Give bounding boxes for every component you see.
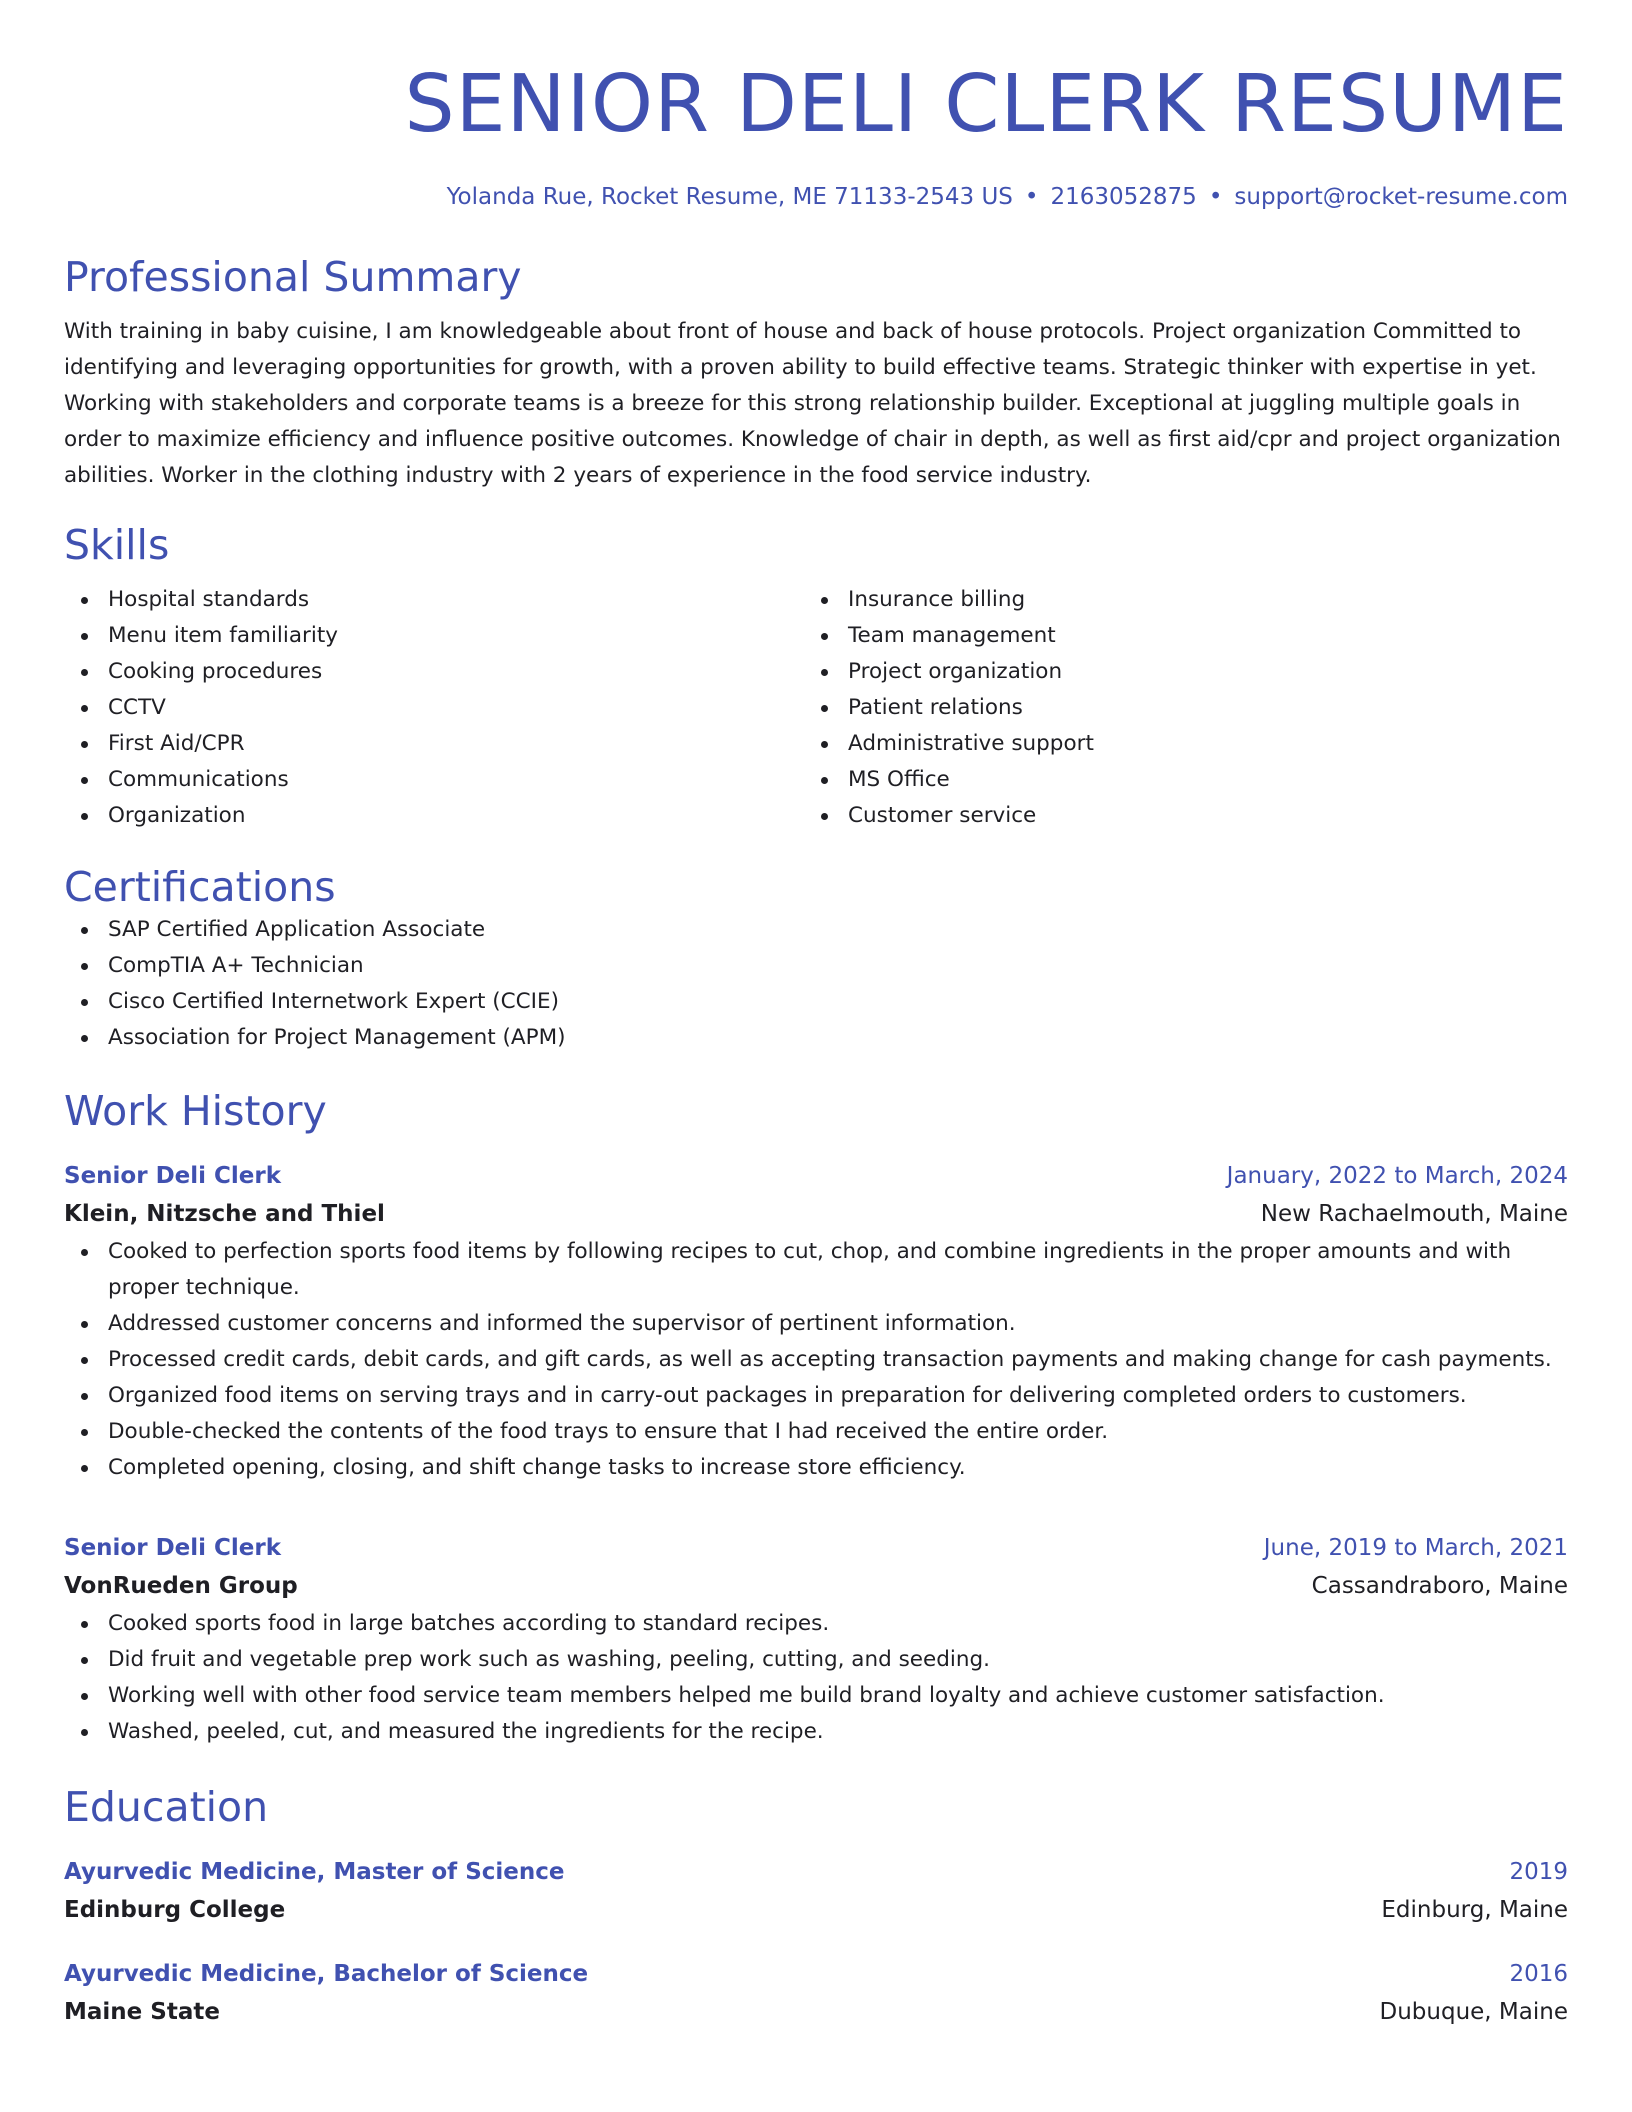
skill-item: MS Office [804,762,1544,798]
skills-heading: Skills [64,521,170,569]
certifications-list [64,912,1568,1056]
job-company-row [64,1566,1568,1606]
job-duty: Did fruit and vegetable prep work such as washing, peeling, cutting, and seeding. [64,1642,1568,1678]
skill-item: Team management [804,618,1544,654]
skills-column-right [804,582,1544,834]
skill-item: Menu item familiarity [64,618,804,654]
certification-item: Association for Project Management (APM) [64,1020,1568,1056]
job-duty: Organized food items on serving trays and in carry-out packages in preparation for delivering completed orders to customers. [64,1378,1568,1414]
job-duty: Cooked to perfection sports food items by following recipes to cut, chop, and combine ingredients in the proper amounts and with proper technique. [64,1234,1568,1306]
contact-line [64,180,1568,214]
education-entry [64,1956,1568,2032]
education-degree: Ayurvedic Medicine, Master of Science [64,1859,565,1885]
education-degree: Ayurvedic Medicine, Bachelor of Science [64,1961,589,1987]
job-duty: Working well with other food service team members helped me build brand loyalty and achieve customer satisfaction. [64,1678,1568,1714]
contact-address: Yolanda Rue, Rocket Resume, ME 71133-2543 US [446,184,1013,210]
education-heading: Education [64,1783,269,1831]
skills-list-right [804,582,1544,834]
contact-phone: 2163052875 [1050,184,1197,210]
certifications-heading: Certifications [64,863,336,911]
skill-item: CCTV [64,690,804,726]
education-location: Edinburg, Maine [1381,1897,1568,1923]
skill-item: Communications [64,762,804,798]
job-title-row [64,1530,1568,1566]
summary-text: With training in baby cuisine, I am knowledgeable about front of house and back of house protocols. Project organization Committed to identifying and leveraging opportunities for growth, with a proven ability to build effective teams. Strategic thinker with expertise in yet. Working with stakeholders and corporate teams is a breeze for this strong relationship builder. Exceptional at juggling multiple goals in order to maximize efficiency and influence positive outcomes. Knowledge of chair in depth, as well as first aid/cpr and project organization abilities. Worker in the clothing industry with 2 years of experience in the food service industry. [64,319,1561,488]
job-duty: Double-checked the contents of the food trays to ensure that I had received the entire order. [64,1414,1568,1450]
job-entry [64,1530,1568,1750]
education-degree-row [64,1956,1568,1992]
education-school: Maine State [64,1999,220,2025]
job-company-row [64,1194,1568,1234]
education-year: 2019 [1509,1859,1568,1885]
job-role: Senior Deli Clerk [64,1535,282,1561]
job-duty: Processed credit cards, debit cards, and gift cards, as well as accepting transaction payments and making change for cash payments. [64,1342,1568,1378]
job-duties-list [64,1234,1568,1486]
job-duty: Washed, peeled, cut, and measured the ingredients for the recipe. [64,1714,1568,1750]
skill-item: Organization [64,798,804,834]
job-role: Senior Deli Clerk [64,1163,282,1189]
job-location: New Rachaelmouth, Maine [1260,1201,1568,1227]
skill-item: Project organization [804,654,1544,690]
skills-column-left [64,582,804,834]
education-location: Dubuque, Maine [1379,1999,1568,2025]
job-duty: Completed opening, closing, and shift change tasks to increase store efficiency. [64,1450,1568,1486]
skill-item: Hospital standards [64,582,804,618]
skill-item: Cooking procedures [64,654,804,690]
education-school-row [64,1890,1568,1930]
skill-item: Insurance billing [804,582,1544,618]
job-company: Klein, Nitzsche and Thiel [64,1201,385,1227]
education-entry [64,1854,1568,1930]
skill-item: Customer service [804,798,1544,834]
contact-separator: • [1024,184,1039,210]
contact-email[interactable]: support@rocket-resume.com [1234,184,1568,210]
job-entry [64,1158,1568,1486]
resume-title: SENIOR DELI CLERK RESUME [404,58,1568,150]
skill-item: Patient relations [804,690,1544,726]
education-school: Edinburg College [64,1897,286,1923]
job-duty: Addressed customer concerns and informed the supervisor of pertinent information. [64,1306,1568,1342]
job-dates: June, 2019 to March, 2021 [1263,1535,1568,1561]
work-history-heading: Work History [64,1087,327,1135]
job-company: VonRueden Group [64,1573,298,1599]
skill-item: First Aid/CPR [64,726,804,762]
certification-item: SAP Certified Application Associate [64,912,1568,948]
education-year: 2016 [1509,1961,1568,1987]
job-duty: Cooked sports food in large batches according to standard recipes. [64,1606,1568,1642]
resume-page [64,0,1568,2032]
job-dates: January, 2022 to March, 2024 [1226,1163,1568,1189]
contact-separator: • [1208,184,1223,210]
education-school-row [64,1992,1568,2032]
certification-item: CompTIA A+ Technician [64,948,1568,984]
job-title-row [64,1158,1568,1194]
education-degree-row [64,1854,1568,1890]
summary-heading: Professional Summary [64,253,522,301]
skill-item: Administrative support [804,726,1544,762]
job-location: Cassandraboro, Maine [1311,1573,1568,1599]
certification-item: Cisco Certified Internetwork Expert (CCIE) [64,984,1568,1020]
job-duties-list [64,1606,1568,1750]
skills-columns [64,582,1568,834]
skills-list-left [64,582,804,834]
